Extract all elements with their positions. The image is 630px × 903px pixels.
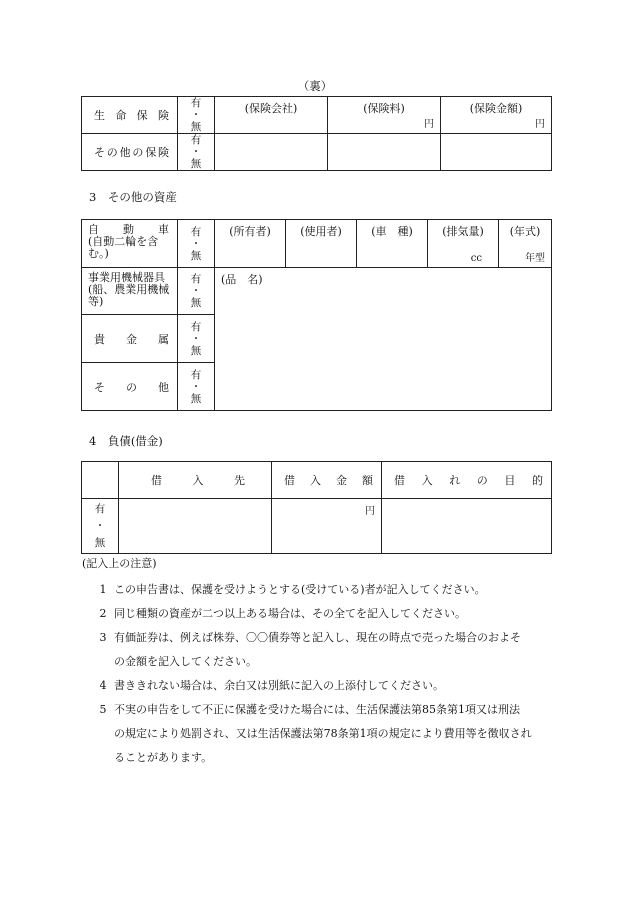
note-item: 4 書ききれない場合は、余白又は別紙に記入の上添付してください。: [99, 679, 444, 692]
section-3-title: 3 その他の資産: [89, 190, 177, 204]
insurance-premium-field[interactable]: (保険料) 円: [328, 97, 441, 134]
note-continuation: の金額を記入してください。: [114, 655, 257, 668]
debt-header-corner: [82, 462, 119, 499]
life-insurance-label: 生 命 保 険: [82, 97, 178, 134]
yes-no-choice[interactable]: 有 ・ 無: [178, 268, 215, 315]
item-name-field[interactable]: (品 名): [215, 268, 552, 411]
purpose-header: 借 入 れ の 目 的: [382, 462, 552, 499]
yes-no-choice[interactable]: 有 ・ 無: [178, 220, 215, 268]
car-owner-field[interactable]: (所有者): [215, 220, 286, 268]
debt-table: [81, 461, 552, 554]
purpose-field[interactable]: [382, 499, 552, 554]
insurance-table: [81, 96, 552, 171]
insurance-amount-field[interactable]: [441, 134, 552, 171]
car-displacement-field[interactable]: (排気量) cc: [428, 220, 499, 268]
other-insurance-label: そ の 他 の 保 険: [82, 134, 178, 171]
insurance-premium-field[interactable]: [328, 134, 441, 171]
entry-notes: [82, 556, 557, 770]
note-item: 2 同じ種類の資産が二つ以上ある場合は、その全てを記入してください。: [99, 607, 466, 620]
car-user-field[interactable]: (使用者): [286, 220, 357, 268]
loan-amount-header: 借 入 金 額: [272, 462, 382, 499]
precious-metal-label: 貴 金 属: [82, 315, 178, 363]
yes-no-choice[interactable]: 有 ・ 無: [178, 315, 215, 363]
car-year-field[interactable]: (年式) 年型: [499, 220, 552, 268]
car-label: 自 動 車 (自動二輪を含 む。): [82, 220, 178, 268]
other-assets-label: そ の 他: [82, 363, 178, 411]
car-type-field[interactable]: (車 種): [357, 220, 428, 268]
yes-no-choice[interactable]: 有 ・ 無: [178, 97, 215, 134]
note-item: 1 この申告書は、保護を受けようとする(受けている)者が記入してください。: [99, 583, 486, 596]
insurance-company-field[interactable]: [215, 134, 328, 171]
insurance-amount-field[interactable]: (保険金額) 円: [441, 97, 552, 134]
lender-field[interactable]: [119, 499, 272, 554]
note-item: 5 不実の申告をして不正に保護を受けた場合には、生活保護法第85条第1項又は刑法: [99, 703, 520, 716]
section-4-title: 4 負債(借金): [89, 434, 163, 448]
loan-amount-field[interactable]: 円: [272, 499, 382, 554]
yes-no-choice[interactable]: 有 ・ 無: [178, 134, 215, 171]
lender-header: 借 入 先: [119, 462, 272, 499]
note-item: 3 有価証券は、例えば株券、〇〇債券等と記入し、現在の時点で売った場合のおよそ: [99, 631, 521, 644]
notes-title: (記入上の注意): [82, 557, 157, 570]
note-continuation: の規定により処罰され、又は生活保護法第78条第1項の規定により費用等を徴収され: [114, 727, 532, 740]
yes-no-choice[interactable]: 有 ・ 無: [82, 499, 119, 554]
business-equipment-label: 事業用機械器具 (船、農業用機械 等): [82, 268, 178, 315]
yes-no-choice[interactable]: 有 ・ 無: [178, 363, 215, 411]
note-continuation: ることがあります。: [114, 751, 213, 764]
insurance-company-field[interactable]: (保険会社): [215, 97, 328, 134]
page-title: （裏）: [297, 79, 333, 93]
other-assets-table: [81, 219, 552, 411]
